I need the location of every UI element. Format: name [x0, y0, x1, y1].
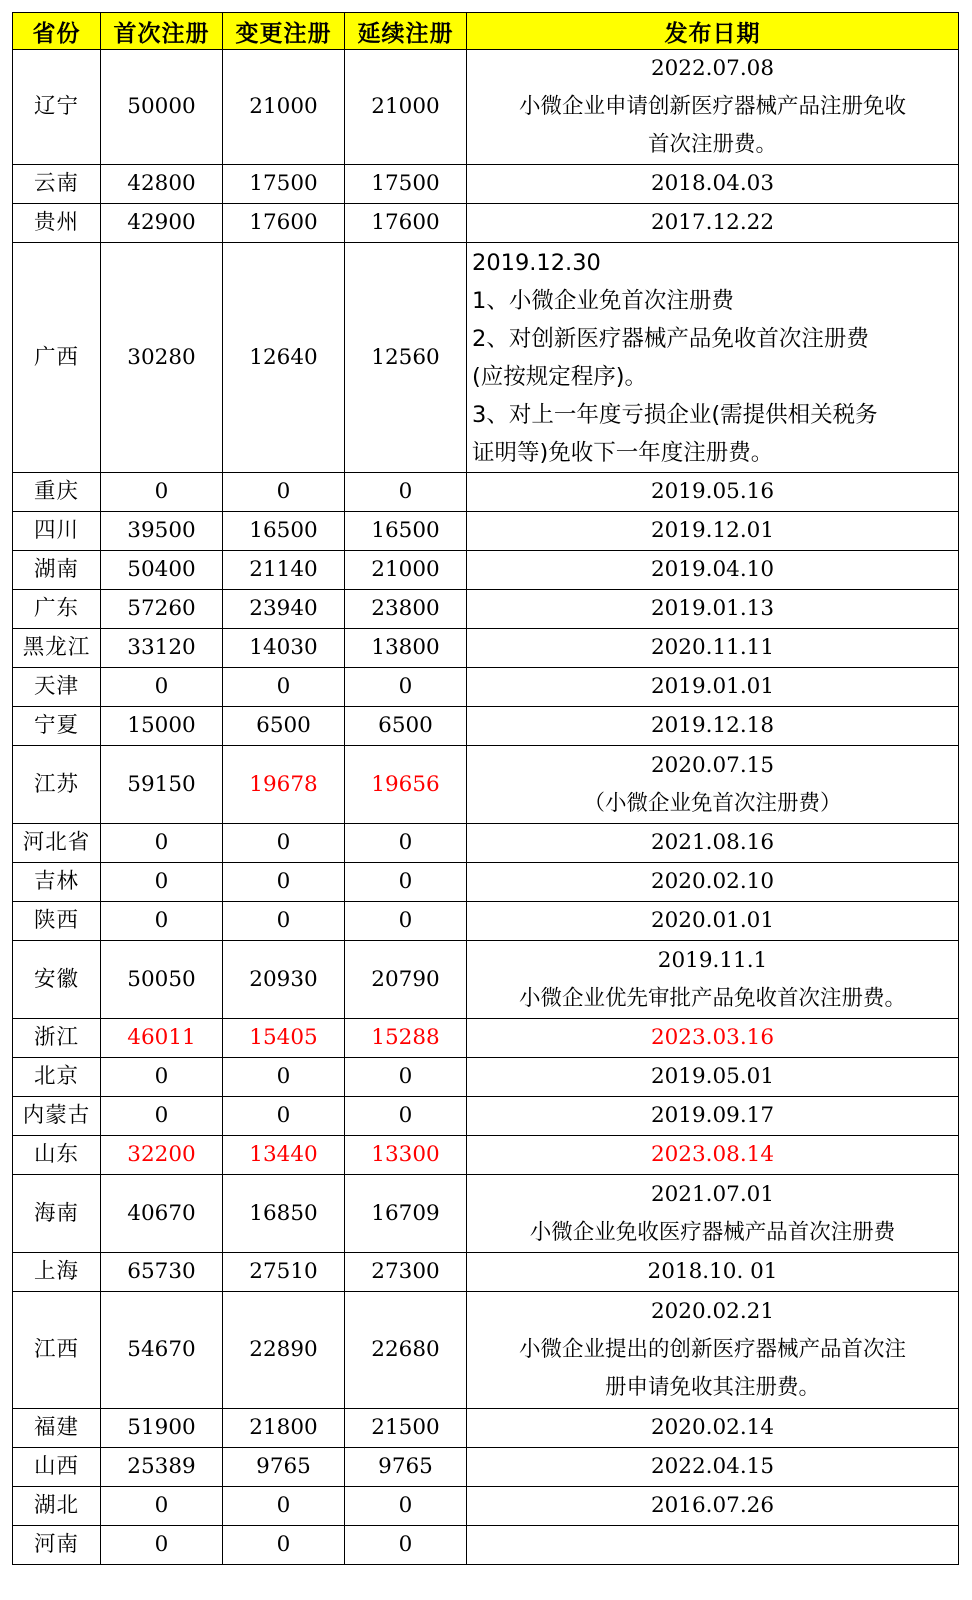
table-row [13, 473, 959, 512]
header-first-registration: 首次注册 [101, 13, 223, 50]
province-cell: 河北省 [13, 824, 101, 863]
change-registration-cell: 21140 [223, 551, 345, 590]
policy-note-line: 首次注册费。 [647, 132, 777, 157]
province-cell: 广西 [13, 243, 101, 473]
renewal-registration-cell: 12560 [345, 243, 467, 473]
renewal-registration-cell: 0 [345, 863, 467, 902]
province-cell: 陕西 [13, 902, 101, 941]
province-cell: 黑龙江 [13, 629, 101, 668]
publish-date-cell [467, 1292, 959, 1409]
province-cell: 云南 [13, 165, 101, 204]
table-row [13, 1448, 959, 1487]
registration-fee-table [12, 12, 959, 1565]
publish-date-cell [467, 1058, 959, 1097]
renewal-registration-cell: 0 [345, 1526, 467, 1565]
publish-date-text: 2018.04.03 [650, 171, 775, 196]
renewal-registration-cell: 16709 [345, 1175, 467, 1253]
first-registration-cell: 0 [101, 902, 223, 941]
publish-date-text: 2019.12.30 [472, 249, 601, 276]
province-cell: 安徽 [13, 941, 101, 1019]
table-row [13, 824, 959, 863]
publish-date-text: 2020.02.21 [650, 1299, 775, 1324]
renewal-registration-cell: 21500 [345, 1409, 467, 1448]
renewal-registration-cell: 15288 [345, 1019, 467, 1058]
first-registration-cell: 32200 [101, 1136, 223, 1175]
change-registration-cell: 0 [223, 1097, 345, 1136]
publish-date-cell [467, 1175, 959, 1253]
change-registration-cell: 9765 [223, 1448, 345, 1487]
table-row [13, 1136, 959, 1175]
publish-date-cell [467, 1253, 959, 1292]
province-cell: 福建 [13, 1409, 101, 1448]
header-province: 省份 [13, 13, 101, 50]
publish-date-cell [467, 165, 959, 204]
renewal-registration-cell: 0 [345, 1058, 467, 1097]
publish-date-cell [467, 50, 959, 165]
table-row [13, 1019, 959, 1058]
publish-date-cell [467, 204, 959, 243]
publish-date-text: 2019.12.01 [650, 518, 775, 543]
change-registration-cell: 21000 [223, 50, 345, 165]
first-registration-cell: 46011 [101, 1019, 223, 1058]
renewal-registration-cell: 0 [345, 902, 467, 941]
policy-note-line: 3、对上一年度亏损企业(需提供相关税务 [472, 401, 878, 428]
policy-note-line: 2、对创新医疗器械产品免收首次注册费 [472, 325, 869, 352]
first-registration-cell: 30280 [101, 243, 223, 473]
table-row [13, 1292, 959, 1409]
change-registration-cell: 0 [223, 1487, 345, 1526]
header-row [13, 13, 959, 50]
header-publish-date: 发布日期 [467, 13, 959, 50]
province-cell: 江苏 [13, 746, 101, 824]
first-registration-cell: 51900 [101, 1409, 223, 1448]
publish-date-cell [467, 512, 959, 551]
table-row [13, 512, 959, 551]
change-registration-cell: 0 [223, 473, 345, 512]
publish-date-text: 2022.07.08 [650, 56, 775, 81]
publish-date-text: 2019.11.1 [657, 947, 768, 973]
renewal-registration-cell: 17600 [345, 204, 467, 243]
publish-date-text: 2016.07.26 [650, 1493, 775, 1518]
table-row [13, 1097, 959, 1136]
province-cell: 北京 [13, 1058, 101, 1097]
renewal-registration-cell: 22680 [345, 1292, 467, 1409]
first-registration-cell: 0 [101, 1058, 223, 1097]
first-registration-cell: 39500 [101, 512, 223, 551]
province-cell: 贵州 [13, 204, 101, 243]
first-registration-cell: 40670 [101, 1175, 223, 1253]
province-cell: 山西 [13, 1448, 101, 1487]
first-registration-cell: 0 [101, 1487, 223, 1526]
publish-date-text: 2023.08.14 [650, 1142, 775, 1167]
table-row [13, 204, 959, 243]
table-row [13, 243, 959, 473]
policy-note-line: 小微企业优先审批产品免收首次注册费。 [518, 985, 906, 1011]
change-registration-cell: 17500 [223, 165, 345, 204]
publish-date-cell [467, 1019, 959, 1058]
province-cell: 宁夏 [13, 707, 101, 746]
first-registration-cell: 0 [101, 1526, 223, 1565]
renewal-registration-cell: 20790 [345, 941, 467, 1019]
publish-date-text: 2019.05.01 [650, 1064, 775, 1089]
publish-date-cell [467, 1409, 959, 1448]
change-registration-cell: 6500 [223, 707, 345, 746]
publish-date-text: 2019.01.13 [650, 596, 775, 621]
publish-date-cell [467, 746, 959, 824]
publish-date-cell [467, 668, 959, 707]
province-cell: 重庆 [13, 473, 101, 512]
change-registration-cell: 16850 [223, 1175, 345, 1253]
province-cell: 上海 [13, 1253, 101, 1292]
publish-date-cell [467, 707, 959, 746]
change-registration-cell: 15405 [223, 1019, 345, 1058]
renewal-registration-cell: 0 [345, 1097, 467, 1136]
renewal-registration-cell: 21000 [345, 551, 467, 590]
header-renewal-registration: 延续注册 [345, 13, 467, 50]
publish-date-text: 2019.04.10 [650, 557, 775, 582]
table-row [13, 1175, 959, 1253]
change-registration-cell: 16500 [223, 512, 345, 551]
policy-note-line: （小微企业免首次注册费） [583, 790, 842, 816]
renewal-registration-cell: 0 [345, 668, 467, 707]
province-cell: 吉林 [13, 863, 101, 902]
first-registration-cell: 0 [101, 668, 223, 707]
change-registration-cell: 23940 [223, 590, 345, 629]
change-registration-cell: 0 [223, 902, 345, 941]
renewal-registration-cell: 27300 [345, 1253, 467, 1292]
table-row [13, 50, 959, 165]
policy-note-line: 册申请免收其注册费。 [604, 1375, 820, 1400]
publish-date-cell [467, 1136, 959, 1175]
change-registration-cell: 14030 [223, 629, 345, 668]
change-registration-cell: 22890 [223, 1292, 345, 1409]
policy-note-line: 小微企业提出的创新医疗器械产品首次注 [518, 1337, 906, 1362]
province-cell: 海南 [13, 1175, 101, 1253]
publish-date-text: 2019.05.16 [650, 479, 775, 504]
province-cell: 山东 [13, 1136, 101, 1175]
first-registration-cell: 57260 [101, 590, 223, 629]
first-registration-cell: 50400 [101, 551, 223, 590]
renewal-registration-cell: 17500 [345, 165, 467, 204]
province-cell: 天津 [13, 668, 101, 707]
renewal-registration-cell: 16500 [345, 512, 467, 551]
first-registration-cell: 65730 [101, 1253, 223, 1292]
first-registration-cell: 54670 [101, 1292, 223, 1409]
province-cell: 内蒙古 [13, 1097, 101, 1136]
table-row [13, 941, 959, 1019]
publish-date-cell [467, 1097, 959, 1136]
first-registration-cell: 0 [101, 1097, 223, 1136]
change-registration-cell: 0 [223, 863, 345, 902]
first-registration-cell: 25389 [101, 1448, 223, 1487]
publish-date-text: 2019.01.01 [650, 674, 775, 699]
fee-table-container [12, 12, 959, 1565]
table-row [13, 1253, 959, 1292]
table-row [13, 1487, 959, 1526]
publish-date-cell [467, 1448, 959, 1487]
first-registration-cell: 42900 [101, 204, 223, 243]
publish-date-text: 2020.07.15 [650, 752, 775, 778]
header-change-registration: 变更注册 [223, 13, 345, 50]
publish-date-cell [467, 551, 959, 590]
first-registration-cell: 33120 [101, 629, 223, 668]
province-cell: 四川 [13, 512, 101, 551]
table-row [13, 746, 959, 824]
publish-date-text: 2022.04.15 [650, 1454, 775, 1479]
publish-date-cell [467, 473, 959, 512]
first-registration-cell: 15000 [101, 707, 223, 746]
first-registration-cell: 50050 [101, 941, 223, 1019]
first-registration-cell: 0 [101, 863, 223, 902]
change-registration-cell: 19678 [223, 746, 345, 824]
publish-date-text: 2019.09.17 [650, 1103, 775, 1128]
table-row [13, 1409, 959, 1448]
publish-date-cell [467, 1526, 959, 1565]
change-registration-cell: 0 [223, 1058, 345, 1097]
table-row [13, 707, 959, 746]
renewal-registration-cell: 6500 [345, 707, 467, 746]
policy-note-line: 小微企业申请创新医疗器械产品注册免收 [518, 94, 906, 119]
table-row [13, 668, 959, 707]
table-row [13, 165, 959, 204]
table-row [13, 1058, 959, 1097]
province-cell: 湖南 [13, 551, 101, 590]
change-registration-cell: 27510 [223, 1253, 345, 1292]
publish-date-cell [467, 243, 959, 473]
table-row [13, 863, 959, 902]
province-cell: 辽宁 [13, 50, 101, 165]
renewal-registration-cell: 9765 [345, 1448, 467, 1487]
province-cell: 广东 [13, 590, 101, 629]
province-cell: 湖北 [13, 1487, 101, 1526]
renewal-registration-cell: 19656 [345, 746, 467, 824]
publish-date-text: 2021.08.16 [650, 830, 775, 855]
policy-note-line: 证明等)免收下一年度注册费。 [472, 439, 774, 466]
publish-date-text: 2023.03.16 [650, 1025, 775, 1050]
publish-date-cell [467, 1487, 959, 1526]
policy-note-line: 小微企业免收医疗器械产品首次注册费 [529, 1219, 896, 1245]
province-cell: 河南 [13, 1526, 101, 1565]
renewal-registration-cell: 0 [345, 473, 467, 512]
renewal-registration-cell: 0 [345, 824, 467, 863]
publish-date-text: 2020.01.01 [650, 908, 775, 933]
policy-note-line: 1、小微企业免首次注册费 [472, 287, 734, 314]
publish-date-text: 2020.11.11 [650, 635, 775, 660]
first-registration-cell: 0 [101, 824, 223, 863]
publish-date-text: 2019.12.18 [650, 713, 775, 738]
table-row [13, 1526, 959, 1565]
publish-date-text: 2017.12.22 [650, 210, 775, 235]
publish-date-cell [467, 941, 959, 1019]
publish-date-cell [467, 629, 959, 668]
publish-date-text: 2021.07.01 [650, 1181, 775, 1207]
publish-date-cell [467, 824, 959, 863]
change-registration-cell: 12640 [223, 243, 345, 473]
publish-date-cell [467, 902, 959, 941]
province-cell: 浙江 [13, 1019, 101, 1058]
change-registration-cell: 0 [223, 1526, 345, 1565]
first-registration-cell: 0 [101, 473, 223, 512]
first-registration-cell: 59150 [101, 746, 223, 824]
table-row [13, 902, 959, 941]
publish-date-cell [467, 590, 959, 629]
change-registration-cell: 21800 [223, 1409, 345, 1448]
renewal-registration-cell: 21000 [345, 50, 467, 165]
first-registration-cell: 50000 [101, 50, 223, 165]
renewal-registration-cell: 0 [345, 1487, 467, 1526]
table-row [13, 590, 959, 629]
table-row [13, 629, 959, 668]
province-cell: 江西 [13, 1292, 101, 1409]
publish-date-text: 2020.02.10 [650, 869, 775, 894]
first-registration-cell: 42800 [101, 165, 223, 204]
publish-date-text: 2020.02.14 [650, 1415, 775, 1440]
change-registration-cell: 13440 [223, 1136, 345, 1175]
change-registration-cell: 0 [223, 668, 345, 707]
renewal-registration-cell: 13800 [345, 629, 467, 668]
change-registration-cell: 17600 [223, 204, 345, 243]
change-registration-cell: 0 [223, 824, 345, 863]
policy-note-line: (应按规定程序)。 [472, 363, 648, 390]
publish-date-cell [467, 863, 959, 902]
table-row [13, 551, 959, 590]
renewal-registration-cell: 13300 [345, 1136, 467, 1175]
renewal-registration-cell: 23800 [345, 590, 467, 629]
publish-date-text: 2018.10. 01 [647, 1259, 778, 1284]
change-registration-cell: 20930 [223, 941, 345, 1019]
